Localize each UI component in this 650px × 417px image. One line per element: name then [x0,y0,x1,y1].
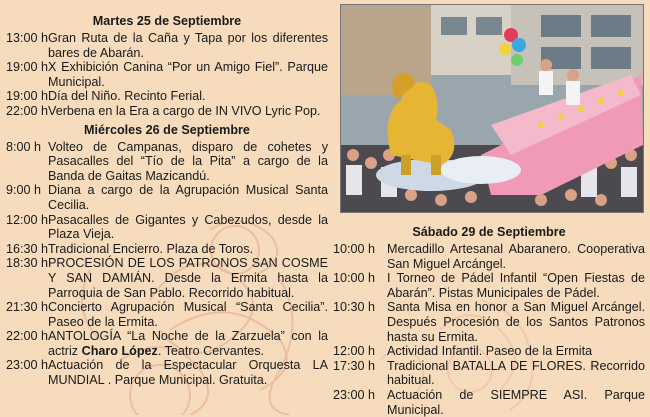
schedule-left-column [6,14,328,388]
event-time: 12:00 h [333,344,376,359]
event-time: 12:00 h [6,212,49,227]
event-time: 13:00 h [6,31,49,45]
day-title-wednesday: Miércoles 26 de Septiembre [84,122,250,137]
event-item [6,31,328,60]
event-item [6,140,328,184]
event-description: Actuación de SIEMPRE ASI. Parque Municipal. [387,387,645,417]
event-item [6,300,328,329]
event-time: 17:30 h [333,358,376,373]
event-time: 9:00 h [6,183,42,198]
event-time: 21:30 h [6,300,49,315]
featured-artist: Charo López [81,343,158,358]
event-time: 10:00 h [333,271,376,286]
event-item [333,344,645,359]
event-item [333,359,645,388]
event-item [333,300,645,344]
event-time: 22:00 h [6,103,49,118]
event-description: Tradicional Encierro. Plaza de Toros. [48,241,254,256]
event-time: 19:00 h [6,60,49,75]
event-item [6,329,328,358]
event-text: ANTOLOGÍA “La Noche de la Zarzuela” con la actriz [48,329,328,358]
event-description: Mercadillo Artesanal Abaranero. Cooperativa San Miguel Arcángel. [387,242,645,271]
event-description: Gran Ruta de la Caña y Tapa por los diferentes bares de Abarán. [48,31,328,60]
event-description: Actuación de la Espectacular Orquesta LA MUNDIAL . Parque Municipal. Gratuita. [48,358,328,388]
day-title-tuesday: Martes 25 de Septiembre [92,14,242,28]
event-description: I Torneo de Pádel Infantil “Open Fiestas de Abarán”. Pistas Municipales de Pádel. [387,271,645,300]
event-time: 8:00 h [6,139,42,154]
event-item [6,60,328,89]
schedule-right-column [333,225,645,417]
event-item [6,242,328,257]
event-item [6,358,328,387]
event-description: X Exhibición Canina “Por un Amigo Fiel”. Parque Municipal. [48,60,328,89]
event-item [6,89,328,104]
event-time: 23:00 h [333,387,376,402]
event-text: . Teatro Cervantes. [157,343,265,358]
event-description: Tradicional BATALLA DE FLORES. Recorrido habitual. [387,358,645,388]
event-description: Santa Misa en honor a San Miguel Arcángel. Después Procesión de los Santos Patronos hasta su Ermita. [387,300,645,344]
event-item [6,183,328,212]
event-item [333,242,645,271]
event-time: 23:00 h [6,358,49,373]
event-description: Volteo de Campanas, disparo de cohetes y Pasacalles del “Tío de la Pita” a cargo de la Banda de Gaitas Mazicandú. [48,139,328,183]
event-item [6,104,328,119]
event-time: 10:30 h [333,300,376,315]
event-description [48,329,328,358]
event-item [6,213,328,242]
event-time: 22:00 h [6,329,49,344]
event-description: PROCESIÓN DE LOS PATRONOS SAN COSME Y SAN DAMIÁN. Desde la Ermita hasta la Parroquia de San Pablo. Recorrido habitual. [48,256,328,300]
event-item [333,271,645,300]
parade-float-photo [340,4,644,213]
event-time: 19:00 h [6,89,49,104]
event-time: 18:30 h [6,256,49,271]
event-description: Día del Niño. Recinto Ferial. [48,89,206,104]
event-item [333,388,645,417]
event-time: 10:00 h [333,242,376,256]
event-time: 16:30 h [6,241,49,256]
day-title-saturday: Sábado 29 de Septiembre [412,225,566,239]
event-description: Concierto Agrupación Musical “Santa Cecilia”. Paseo de la Ermita. [48,300,328,329]
event-description: Verbena en la Era a cargo de IN VIVO Lyric Pop. [48,103,321,118]
parade-float-photo-illustration [341,5,643,212]
event-description: Pasacalles de Gigantes y Cabezudos, desde la Plaza Vieja. [48,212,328,242]
event-description: Actividad Infantil. Paseo de la Ermita [387,344,593,359]
event-item [6,256,328,300]
event-description: Diana a cargo de la Agrupación Musical Santa Cecilia. [48,183,328,212]
